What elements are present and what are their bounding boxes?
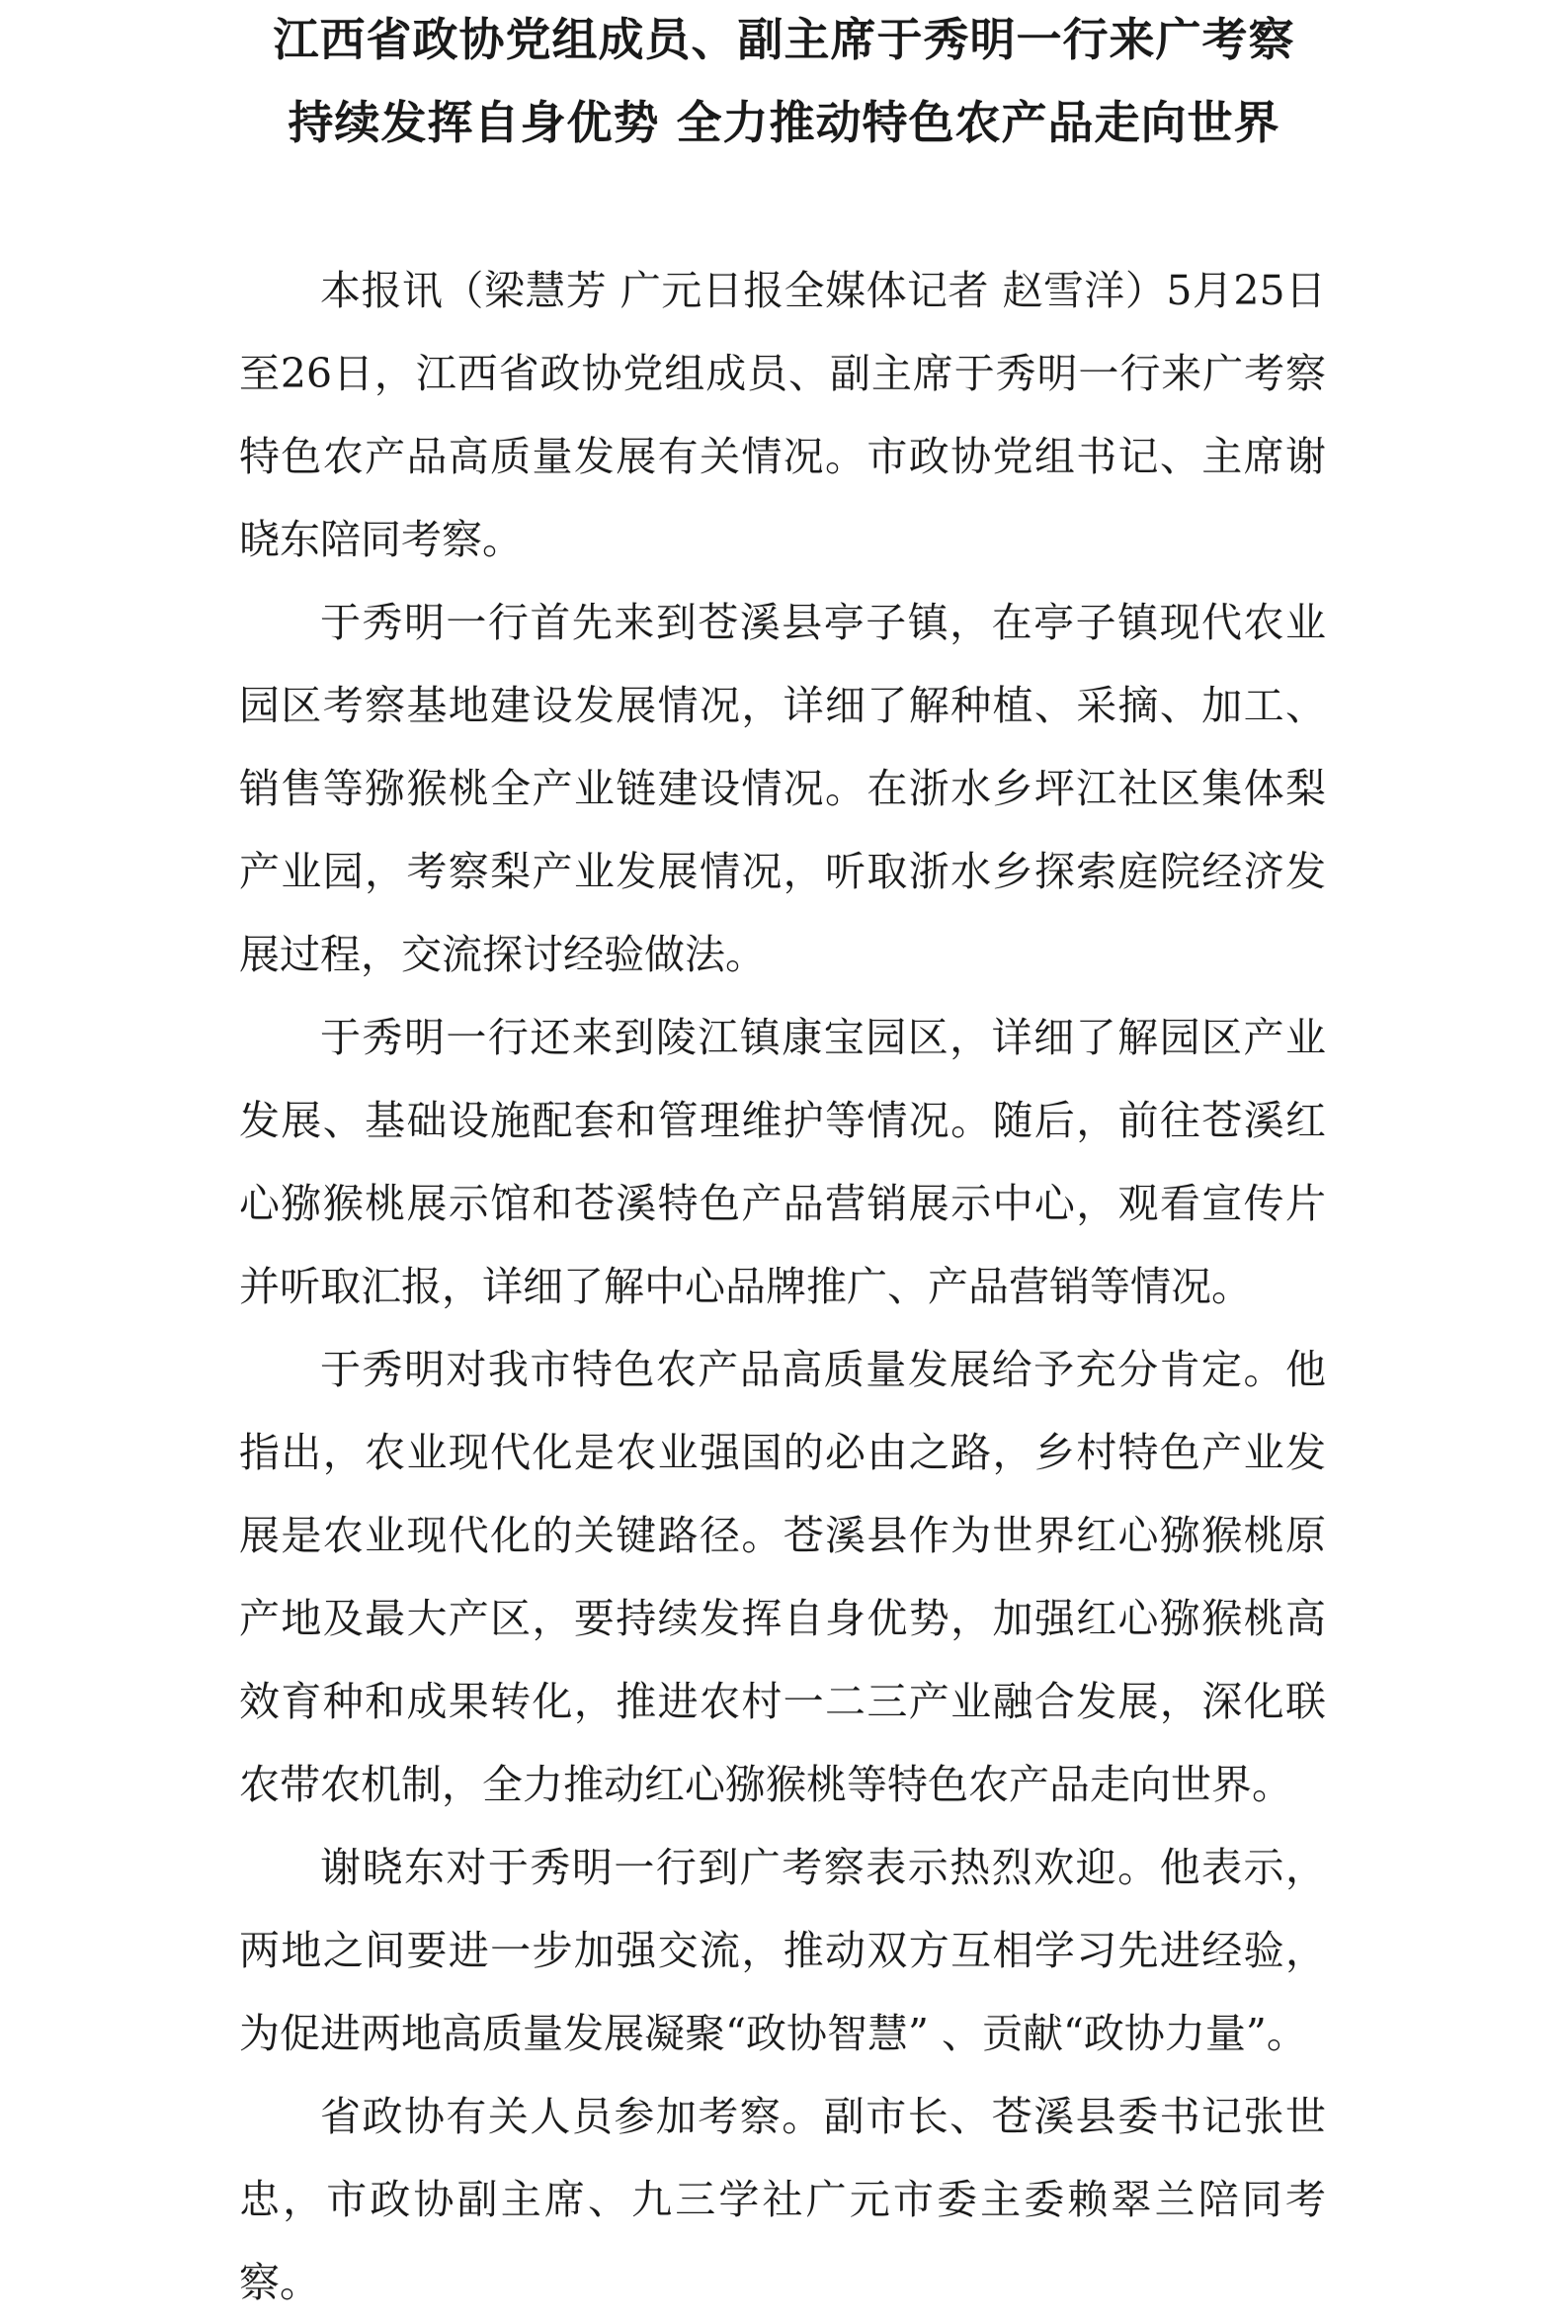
article-body: [239, 249, 1326, 2324]
paragraph-6: 省政协有关人员参加考察。副市长、苍溪县委书记张世忠，市政协副主席、九三学社广元市委主委赖翠兰陪同考察。: [239, 2093, 1326, 2306]
paragraph-4: 于秀明对我市特色农产品高质量发展给予充分肯定。他指出，农业现代化是农业强国的必由之路，乡村特色产业发展是农业现代化的关键路径。苍溪县作为世界红心猕猴桃原产地及最大产区，要持续发挥自身优势，加强红心猕猴桃高效育种和成果转化，推进农村一二三产业融合发展，深化联农带农机制，全力推动红心猕猴桃等特色农产品走向世界。: [239, 1346, 1326, 1808]
paragraph-2: 于秀明一行首先来到苍溪县亭子镇，在亭子镇现代农业园区考察基地建设发展情况，详细了解种植、采摘、加工、销售等猕猴桃全产业链建设情况。在浙水乡坪江社区集体梨产业园，考察梨产业发展情况，听取浙水乡探索庭院经济发展过程，交流探讨经验做法。: [239, 599, 1326, 978]
paragraph-3: 于秀明一行还来到陵江镇康宝园区，详细了解园区产业发展、基础设施配套和管理维护等情况。随后，前往苍溪红心猕猴桃展示馆和苍溪特色产品营销展示中心，观看宣传片并听取汇报，详细了解中心品牌推广、产品营销等情况。: [239, 1014, 1326, 1310]
paragraph-5: 谢晓东对于秀明一行到广考察表示热烈欢迎。他表示，两地之间要进一步加强交流，推动双方互相学习先进经验，为促进两地高质量发展凝聚“政协智慧” 、贡献“政协力量”。: [239, 1844, 1326, 2057]
headline-line-2: 持续发挥自身优势 全力推动特色农产品走向世界: [288, 96, 1280, 149]
paragraph-1: 本报讯（梁慧芳 广元日报全媒体记者 赵雪洋）5月25日至26日，江西省政协党组成员、副主席于秀明一行来广考察特色农产品高质量发展有关情况。市政协党组书记、主席谢晓东陪同考察。: [239, 267, 1326, 563]
headline-line-1: 江西省政协党组成员、副主席于秀明一行来广考察: [273, 13, 1295, 66]
